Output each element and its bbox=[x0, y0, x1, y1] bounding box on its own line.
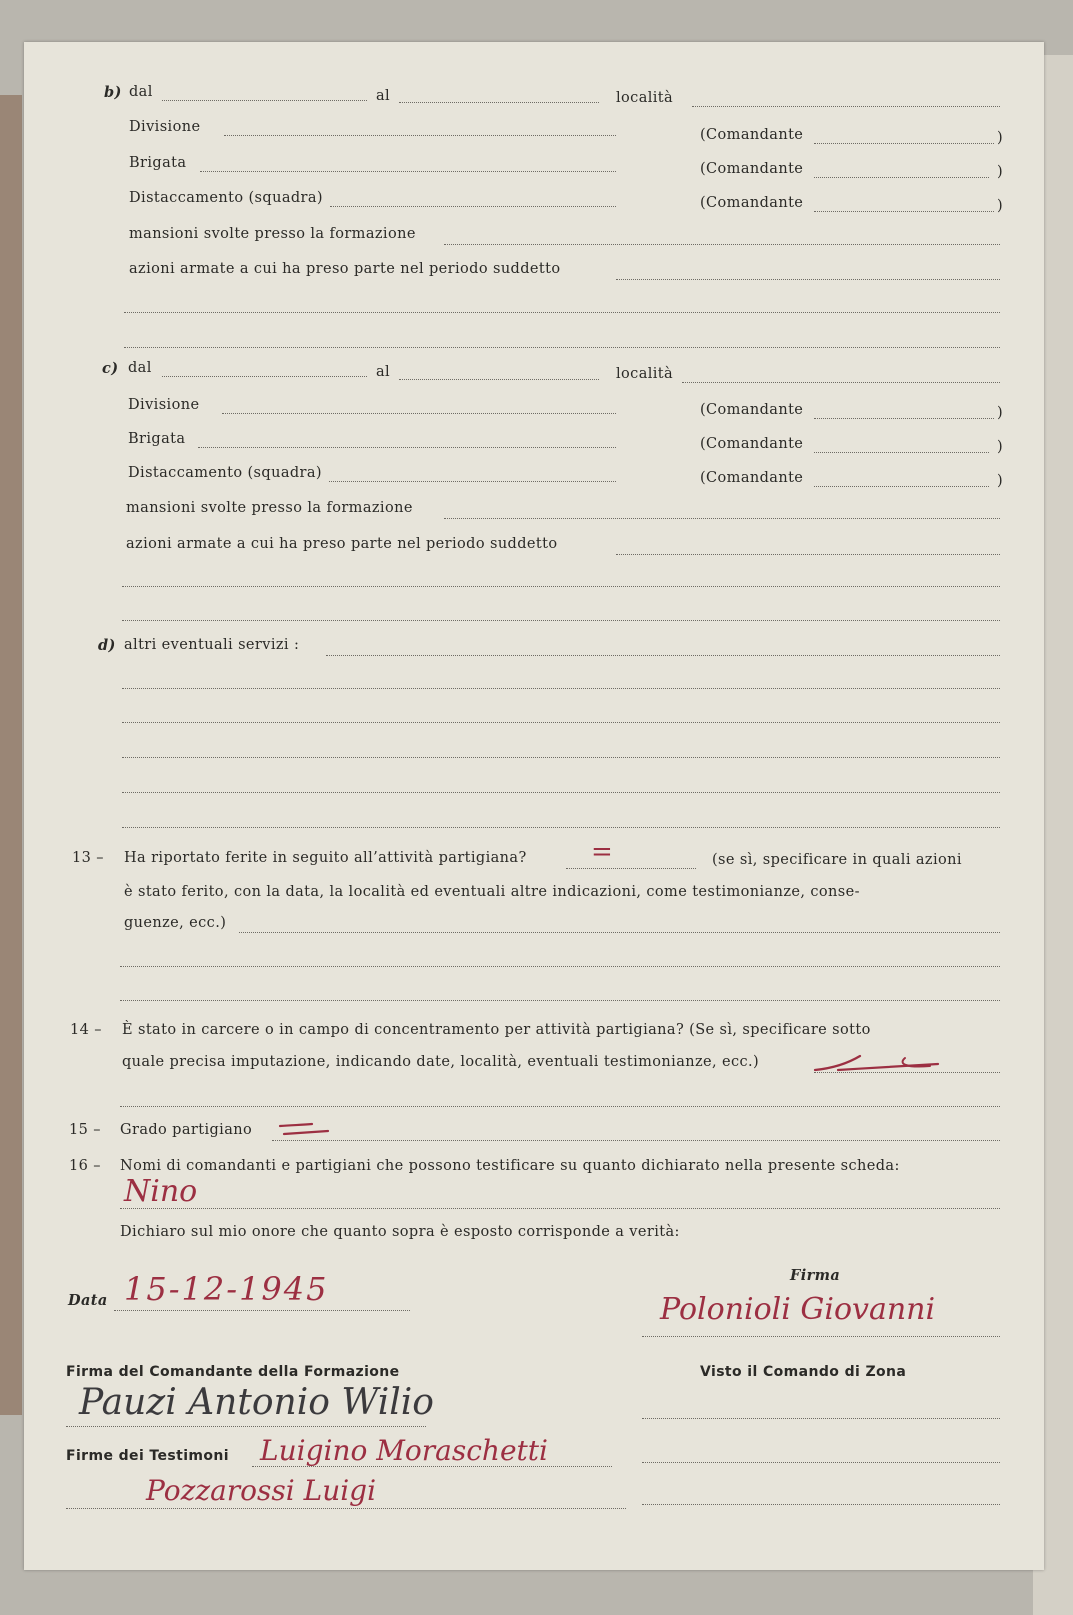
section-b-label: b) bbox=[104, 84, 122, 101]
section-b-comandante-2: (Comandante bbox=[700, 161, 804, 177]
section-c-localita: località bbox=[616, 366, 674, 382]
section-c-azioni: azioni armate a cui ha preso parte nel periodo suddetto bbox=[126, 536, 558, 552]
data-label: Data bbox=[68, 1292, 108, 1309]
q14-number: 14 – bbox=[70, 1022, 102, 1038]
q16-answer: Nino bbox=[124, 1174, 198, 1209]
firma-label: Firma bbox=[790, 1267, 841, 1284]
section-d-label: d) bbox=[98, 637, 116, 654]
section-c-brigata: Brigata bbox=[128, 431, 186, 447]
q13-answer: = bbox=[591, 837, 613, 867]
q16-text: Nomi di comandanti e partigiani che possono testificare su quanto dichiarato nella presente scheda: bbox=[120, 1158, 900, 1174]
section-b-brigata: Brigata bbox=[129, 155, 187, 171]
firma-value: Polonioli Giovanni bbox=[660, 1292, 936, 1327]
section-c-divisione: Divisione bbox=[128, 397, 200, 413]
q15-number: 15 – bbox=[69, 1122, 101, 1138]
section-b-al: al bbox=[376, 88, 391, 104]
visto-label: Visto il Comando di Zona bbox=[700, 1364, 907, 1380]
q13-line3: guenze, ecc.) bbox=[124, 915, 227, 931]
section-b-divisione: Divisione bbox=[129, 119, 201, 135]
section-c-dal: dal bbox=[128, 360, 152, 376]
q13-line2: è stato ferito, con la data, la località ed eventuali altre indicazioni, come testimonianze, conse- bbox=[124, 884, 860, 900]
form-page: b) dal al località Divisione (Comandante ) Brigata (Comandante ) Distaccamento (squadra) (Comandante ) mansioni svolte presso la formazione azioni armate a cui ha preso parte nel periodo suddetto c) dal al località Divisione (Comandante ) Brigata (Comandante ) Distaccamento (squadra) (Comandante ) mansioni svolte presso la formazione azioni armate a cui ha preso parte nel periodo suddetto d) altri eventuali servizi : 13 – Ha riportato ferite in seguito all’attività partigiana? = (se sì, specificare in quali azioni è stato ferito, con la data, la località ed eventuali altre indicazioni, come testimonianze, conse- guenze, ecc.) 14 – È stato in carcere o in campo di concentramento per attività partigiana? (Se sì, specificare sotto quale precisa imputazione, indicando date, località, eventuali testimonianze, ecc.) 15 – Grado partigiano 16 – Nomi di comandanti e partigiani che possono testificare su quanto dichiarato nella presente scheda: Nino Dichiaro sul mio onore che quanto sopra è esposto corrisponde a verità: Data 15-12-1945 Firma Polonioli Giovanni Firma del Comandante della Formazione Pauzi Antonio Wilio Visto il Comando di Zona Firme dei Testimoni Luigino Moraschetti Pozzarossi Luigi bbox=[24, 42, 1044, 1570]
comandante-formazione-label: Firma del Comandante della Formazione bbox=[66, 1364, 400, 1380]
section-c-label: c) bbox=[102, 360, 119, 377]
q16-number: 16 – bbox=[69, 1158, 101, 1174]
q14-line2: quale precisa imputazione, indicando date, località, eventuali testimonianze, ecc.) bbox=[122, 1054, 760, 1070]
section-c-comandante-3: (Comandante bbox=[700, 470, 804, 486]
comandante-formazione-signature: Pauzi Antonio Wilio bbox=[79, 1382, 434, 1423]
section-c-comandante-2: (Comandante bbox=[700, 436, 804, 452]
testimone-1-signature: Luigino Moraschetti bbox=[260, 1434, 548, 1467]
section-c-mansioni: mansioni svolte presso la formazione bbox=[126, 500, 413, 516]
section-b-mansioni: mansioni svolte presso la formazione bbox=[129, 226, 416, 242]
q15-answer-mark bbox=[276, 1120, 336, 1140]
section-b-distaccamento: Distaccamento (squadra) bbox=[129, 190, 323, 206]
q13-line1b: (se sì, specificare in quali azioni bbox=[712, 852, 962, 868]
q15-text: Grado partigiano bbox=[120, 1122, 253, 1138]
q13-line1: Ha riportato ferite in seguito all’attività partigiana? bbox=[124, 850, 527, 866]
testimoni-label: Firme dei Testimoni bbox=[66, 1448, 229, 1464]
section-c-comandante-1: (Comandante bbox=[700, 402, 804, 418]
section-c-distaccamento: Distaccamento (squadra) bbox=[128, 465, 322, 481]
testimone-2-signature: Pozzarossi Luigi bbox=[146, 1474, 377, 1507]
q14-answer-mark bbox=[810, 1048, 960, 1078]
section-b-comandante-1: (Comandante bbox=[700, 127, 804, 143]
section-b-azioni: azioni armate a cui ha preso parte nel periodo suddetto bbox=[129, 261, 561, 277]
section-b-comandante-3: (Comandante bbox=[700, 195, 804, 211]
section-b-localita: località bbox=[616, 90, 674, 106]
q14-line1: È stato in carcere o in campo di concentramento per attività partigiana? (Se sì, specificare sotto bbox=[122, 1022, 871, 1038]
declaration: Dichiaro sul mio onore che quanto sopra è esposto corrisponde a verità: bbox=[120, 1224, 680, 1240]
data-value: 15-12-1945 bbox=[124, 1270, 329, 1308]
section-d-text: altri eventuali servizi : bbox=[124, 637, 300, 653]
section-c-al: al bbox=[376, 364, 391, 380]
binder-edge bbox=[0, 95, 22, 1415]
section-b-dal: dal bbox=[129, 84, 153, 100]
q13-number: 13 – bbox=[72, 850, 104, 866]
